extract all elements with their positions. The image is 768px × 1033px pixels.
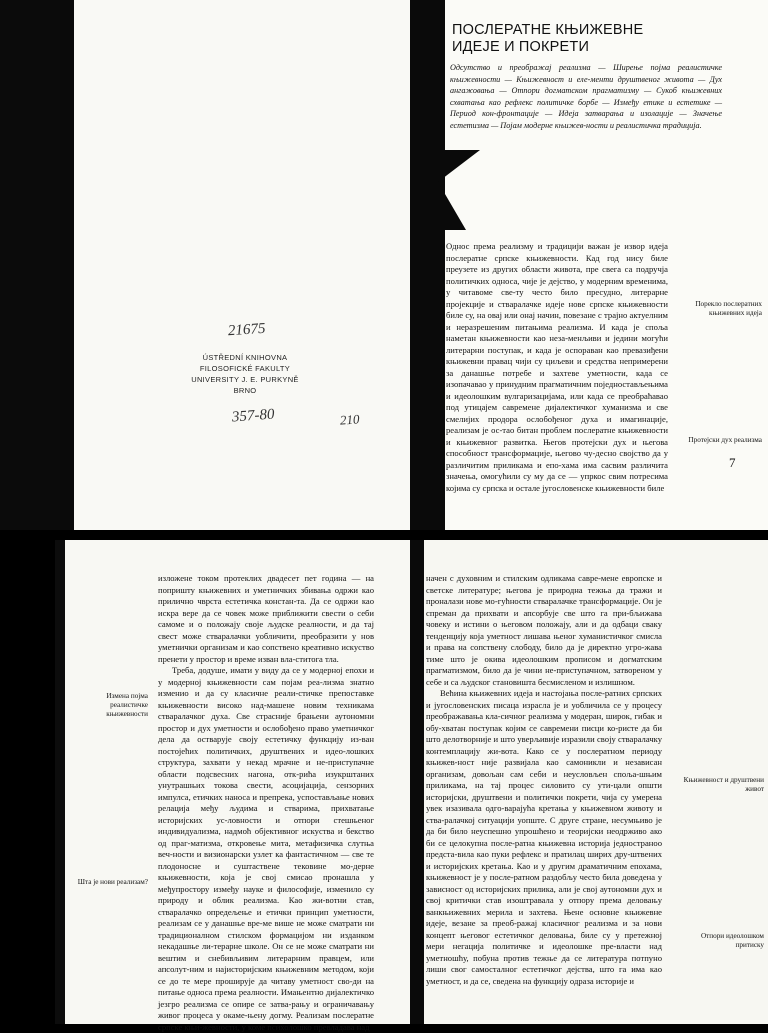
- stamp-page-area: [60, 0, 410, 530]
- page-gutter-shadow: [410, 0, 445, 530]
- paragraph: начен с духовним и стилским одликама савре-мене европске и светске литературе; његова је природна тежња да тражи и проналази нове мо-гућности стваралачке трансформације. Он је спреман да прихвати и апсорбује све што га при-бљижава човеку и истини о његовом положају, али и да одбаци сваку тенденцију која уметност лишава њеног хуманистичког смисла и права на сопствену слободу, било да је директно угро-жава тиме што је окива идеолошким прописом и догматским прагматизмом, било да је чини не-приступачном, затвореном у себе и са људског становишта бесмисленом и излишном.: [426, 573, 662, 687]
- chapter-title: [452, 22, 643, 56]
- library-stamp: [190, 352, 300, 396]
- margin-note: Књижевност и друштвени живот: [683, 776, 764, 793]
- stamp-line-3: UNIVERSITY J. E. PURKYNĚ: [191, 375, 299, 384]
- body-text-bottom-left: [158, 573, 374, 1033]
- page-shadow-left: [60, 0, 74, 530]
- margin-note: Порекло послератних књижевних идеја: [695, 300, 762, 317]
- chapter-title-line-2: ИДЕЈЕ И ПОКРЕТИ: [452, 39, 590, 55]
- margin-note: Отпори идеолошком притиску: [700, 932, 764, 949]
- margin-note: Протејски дух реализма: [688, 436, 762, 444]
- paragraph: Однос према реализму и традицији важан је извор идеја послератне српске књижевности. Кад год нису биле преузете из других области живота, пре свега са подручја политичких односа, чије је дејство, у модерним временима, у читавоме све-ту често било пресудно, литерарне пројекције и стваралачке идеје нове српске књижевности биле су, на овај или онај начин, повезане с трајно актуелним и неразрешеним питањима реализма. И када је споља наметан књижевности као неза-менљиви и једини могући литерарни поступак, и када је оспораван као превазиђени књижевни правац чији су циљеви и средства непримерени за данашње потребе и захтеве уметности, када се изопачавао у принудним прагматичним поједностављењима и идеолошким вулгаризацијама, или када се преобраћавао под утицајем савремене дијалектичког хуманизма и све смелијих продора ослобођеног духа и имагинације, реализам је ос-тао битан проблем послератне књижевности и књижевног развитка. Његов протејски дух и његова способност трансформације, његово чу-десно својство да у различитим приликама и епо-хама има сасвим различита значења, омогућили су му да се — упркос свим потресима којима су српска и остале југословенске књижевности биле: [446, 241, 668, 493]
- margin-note: Измена појма реалистичке књижевности: [106, 692, 148, 718]
- paragraph: Треба, додуше, имати у виду да се у модерној епохи и у модерној књижевности сам појам реа-лизма знатно изменио и да су класичне реали-стичке препоставке књижевности високо над-машене новим техникама стваралачког духа. Све страсније брањени аутономни простор и дух уметности и ослобођено право уметничког дела да остварује своју естетичку функцију из-ван постојећих политичких, друштвених и идео-лошких структура, захвати у некад мрачне и не-приступачне области подсвесних нагона, отк-рића изукрштаних унутрашњих токова свести, асоцијација, сензорних импулса, етичких наноса и препрека, успостављање нових релација међу људима и стварима, прихватање историјских ус-ловности и отпори стешњеног индивидуализма, надмоћ објективног искуства и бекство од праг-матизма, откровење мита, метафизичка слутња веч-ности и визионарски узлет ка фантастичном — све те плодоносне и суштаственe тековине мо-дерне књижевности, која је свој смисао пронашла у међупростору између науке и философије, изменило су природу и облик реализма. Као жи-вотни став, стваралачко опредељење и етички принцип уметности, реализам се у данашње вре-ме више не може сматрати ни традиционалном стилском формацијом ни изданком некадашње ли-терарне школе. Он се не може сматрати ни вештим и снебивљивим литерарним правцем, или апсолут-ним и најисторијским књижевним методом, који се до те мере проширује да читаву уметност сво-ди на питање односа према реалности. Имањентно дијалектичко језгро реализма се опире се затва-рању и ограничавању живог процеса у окаме-њену догму. Реализам послератне српске књи-жевности, у коме психолошко превладава над: [158, 665, 374, 1032]
- handwritten-side-number: 210: [339, 411, 360, 428]
- paragraph: Већина књижевних идеја и настојања после-ратних српских и југословенских писаца изрaслa је и уобличила се у процесу преображавања кла-сичног реализма у модеран, широк, гибак и обу-хватан поступак којим се савремени писци ко-ристе да би што делотворније и што уверљивије изразили своју стваралачку контемплацију жи-вота. Како се у послератном периоду књижев-ност није развијала као самоникли и независан организам, довољан сам себи и неусловљен спољa-шњим приликама, на тај процес силовито су ути-цали општи историјски, друштвени и политички покрети, чија су умерена увек изазивала одго-варајућа кретања у књижевном животу и ства-ралачкој ситуацији уопште. С друге стране, несумњиво је да би било неуспешно упрошћено и теоријски неодрживо ако би се целокупна после-ратна књижевна историја једностраноо предста-вила као пуки рефлекс и пратилац ширих дру-штвених и историјских кретања. Као и у другим драматичним епохама, књижевност је у после-ратном раздобљу често била доведена у зависност од историјских прилика, али је свој аутономни дух и свој критички став изоштравала у отпору према деловању ванкњижевних мерила и захтева. Њене основне књижевне идеје, везане за преоб-ражај класичног реализма и за нови концепт његовог естетичког деловања, биле су у претежној мери негација политичке и идеолошке пре-власти над уметношћу, побуна против тежње да се литература потпуно лиши свог самосталног естетичког дејства, што га има као уметност, и да се, сведена на функцију одраза историје и: [426, 688, 662, 986]
- handwritten-accession-number: 21675: [227, 320, 266, 340]
- page-gutter-shadow: [410, 540, 424, 1024]
- stamp-line-1: ÚSTŘEDNÍ KNIHOVNA: [202, 353, 288, 362]
- stamp-line-4: BRNO: [233, 386, 257, 395]
- body-text-bottom-right: [426, 573, 662, 987]
- page-number: 7: [729, 455, 736, 470]
- margin-note: Шта је нови реализам?: [77, 878, 148, 886]
- chapter-abstract: Одсутство и преображај реализма — Ширење појма реалистичке књижевности — Књижевност и еле-менти друштвеног живота — Дух ангажовања — Отпори догматском прагматизму — Сукоб књижевних схватања као рефлекс политичке борбе — Између етике и естетике — Период кон-фронтације — Идеја затварања и изолације — Значење естетизма — Појам модерне књижев-ности и реалистичка традиција.: [450, 63, 722, 130]
- stamp-line-2: FILOSOFICKÉ FAKULTY: [199, 364, 291, 373]
- page-edge-shadow: [55, 540, 65, 1024]
- handwritten-shelf-number: 357-80: [231, 406, 275, 426]
- paragraph: изложене током протеклих двадесет пет година — на попришту књижевних и уметничких збивања одржи као прилично чврста естетичка констан-та. Да се одржи као искра вере да се човек може приближити свести о себи самоме и о положају своје људске реалности, и да тај свест може стваралачки уобличити, преобразити у нов уметнички организам и као сопствено креативно искуство пренети у простор и време изван вла-ститога тла.: [158, 573, 374, 664]
- chapter-title-line-1: ПОСЛЕРАТНЕ КЊИЖЕВНЕ: [452, 22, 644, 38]
- body-text-top-right: [446, 241, 668, 494]
